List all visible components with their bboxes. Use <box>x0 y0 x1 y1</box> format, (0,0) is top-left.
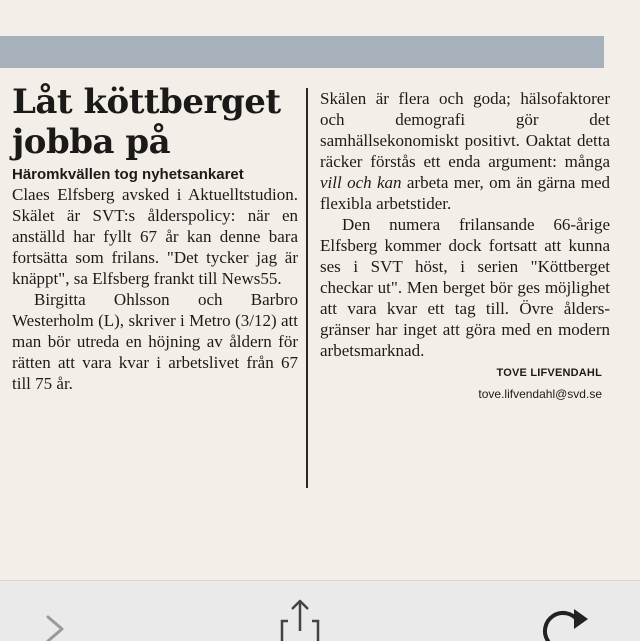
column-divider <box>306 88 308 488</box>
headline-line-2: jobba på <box>12 122 171 162</box>
paragraph-3-part-a: Skälen är flera och goda; hälsofaktorer och demografi gör det samhällsekonomiskt positivt. Oaktat detta räcker förstås ett enda argument: många <box>320 89 610 171</box>
share-button[interactable] <box>270 581 330 641</box>
paragraph-3 <box>320 88 610 214</box>
share-icon <box>270 581 330 641</box>
top-banner <box>0 36 604 68</box>
right-column <box>320 88 610 401</box>
paragraph-3-part-c: arbeta mer, om än gärna med flexibla arbetstider. <box>320 173 610 213</box>
emphasis-och: och <box>341 173 377 192</box>
browser-toolbar <box>0 580 640 641</box>
emphasis-kan: kan <box>376 173 402 192</box>
paragraph-2: Birgitta Ohlsson och Barbro Westerholm (L), skriver i Metro (3/12) att man bör utreda en höjning av åldern för rätten att vara kvar i arbetslivet från 67 till 75 år. <box>12 290 298 393</box>
headline-line-1: Låt köttberget <box>12 82 281 122</box>
lead-text: Häromkvällen tog nyhetsankaret <box>12 166 244 183</box>
left-column <box>12 82 298 394</box>
author-email: tove.lifvendahl@svd.se <box>478 387 602 401</box>
chevron-right-icon <box>34 581 84 641</box>
paragraph-1: Claes Elfsberg avsked i Aktuelltstudion. Skälet är SVT:s ålderspolicy: när en anställd har fyllt 67 år kan denne bara fortsätta som frilans. "Det tycker jag är knäppt", sa Elfsberg frankt till News55. <box>12 185 298 288</box>
reload-button[interactable] <box>536 581 596 641</box>
author-byline: TOVE LIFVENDAHL <box>496 367 602 379</box>
paragraph-4: Den numera frilansande 66-årige Elfsberg kommer dock fortsatt att kunna ses i SVT höst, i serien "Köttberget checkar ut". Men berget bör ges möjlighet att vara kvar ett tag till. Övre åldersgränser har inget att göra med en modern arbetsmarknad. <box>320 215 610 360</box>
emphasis-vill: vill <box>320 173 342 192</box>
reload-icon <box>536 581 596 641</box>
forward-button[interactable] <box>34 581 84 641</box>
newspaper-article <box>0 68 630 508</box>
headline <box>12 82 298 162</box>
